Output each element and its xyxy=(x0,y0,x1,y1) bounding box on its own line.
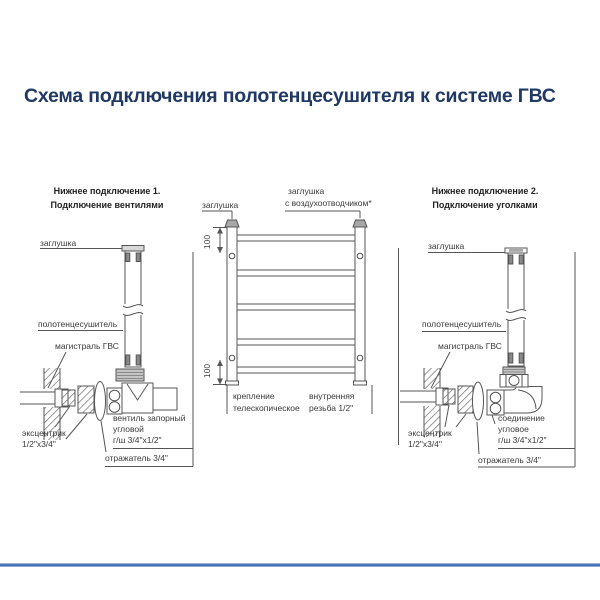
page-title: Схема подключения полотенцесушителя к системе ГВС xyxy=(24,85,556,107)
right-main-label: магистраль ГВС xyxy=(438,341,502,351)
left-heading-1: Нижнее подключение 1. xyxy=(53,186,161,196)
right-reflector-label: отражатель 3/4" xyxy=(478,455,541,465)
middle-thread-label-2: резьба 1/2" xyxy=(309,403,354,413)
right-eccentric-label-1: эксцентрик xyxy=(408,428,452,438)
left-plug-label: заглушка xyxy=(40,238,77,248)
middle-plug-left-label: заглушка xyxy=(202,200,239,210)
left-eccentric-label-1: эксцентрик xyxy=(22,428,66,438)
dimension-100-bottom: 100 xyxy=(202,363,212,379)
dimension-100-top: 100 xyxy=(202,234,212,250)
right-plug-label: заглушка xyxy=(428,241,465,251)
left-valve-label-1: вентиль запорный xyxy=(113,413,186,423)
left-valve-label-2: угловой xyxy=(113,424,144,434)
left-main-label: магистраль ГВС xyxy=(55,341,119,351)
middle-plug-right-label-2: с воздухоотводчиком* xyxy=(285,198,372,208)
right-towel-rail-label: полотенцесушитель xyxy=(422,319,502,329)
right-union-label-2: угловое xyxy=(498,424,529,434)
left-reflector-label: отражатель 3/4" xyxy=(105,453,168,463)
left-eccentric-label-2: 1/2"х3/4" xyxy=(22,439,56,449)
middle-diagram xyxy=(202,211,399,445)
right-heading-1: Нижнее подключение 2. xyxy=(431,186,539,196)
middle-plug-right-label-1: заглушка xyxy=(288,186,325,196)
right-union-label-1: соединение xyxy=(498,413,545,423)
middle-mount-label-2: телескопическое xyxy=(233,403,300,413)
left-towel-rail-label: полотенцесушитель xyxy=(38,319,118,329)
right-eccentric-label-2: 1/2"х3/4" xyxy=(408,439,442,449)
middle-mount-label-1: крепление xyxy=(233,391,275,401)
left-heading-2: Подключение вентилями xyxy=(50,200,164,210)
footer-divider xyxy=(0,563,600,567)
right-heading-2: Подключение уголками xyxy=(432,200,538,210)
middle-thread-label-1: внутренняя xyxy=(309,391,355,401)
left-valve-label-3: г/ш 3/4"х1/2" xyxy=(113,435,162,445)
right-union-label-3: г/ш 3/4"х1/2" xyxy=(498,435,547,445)
